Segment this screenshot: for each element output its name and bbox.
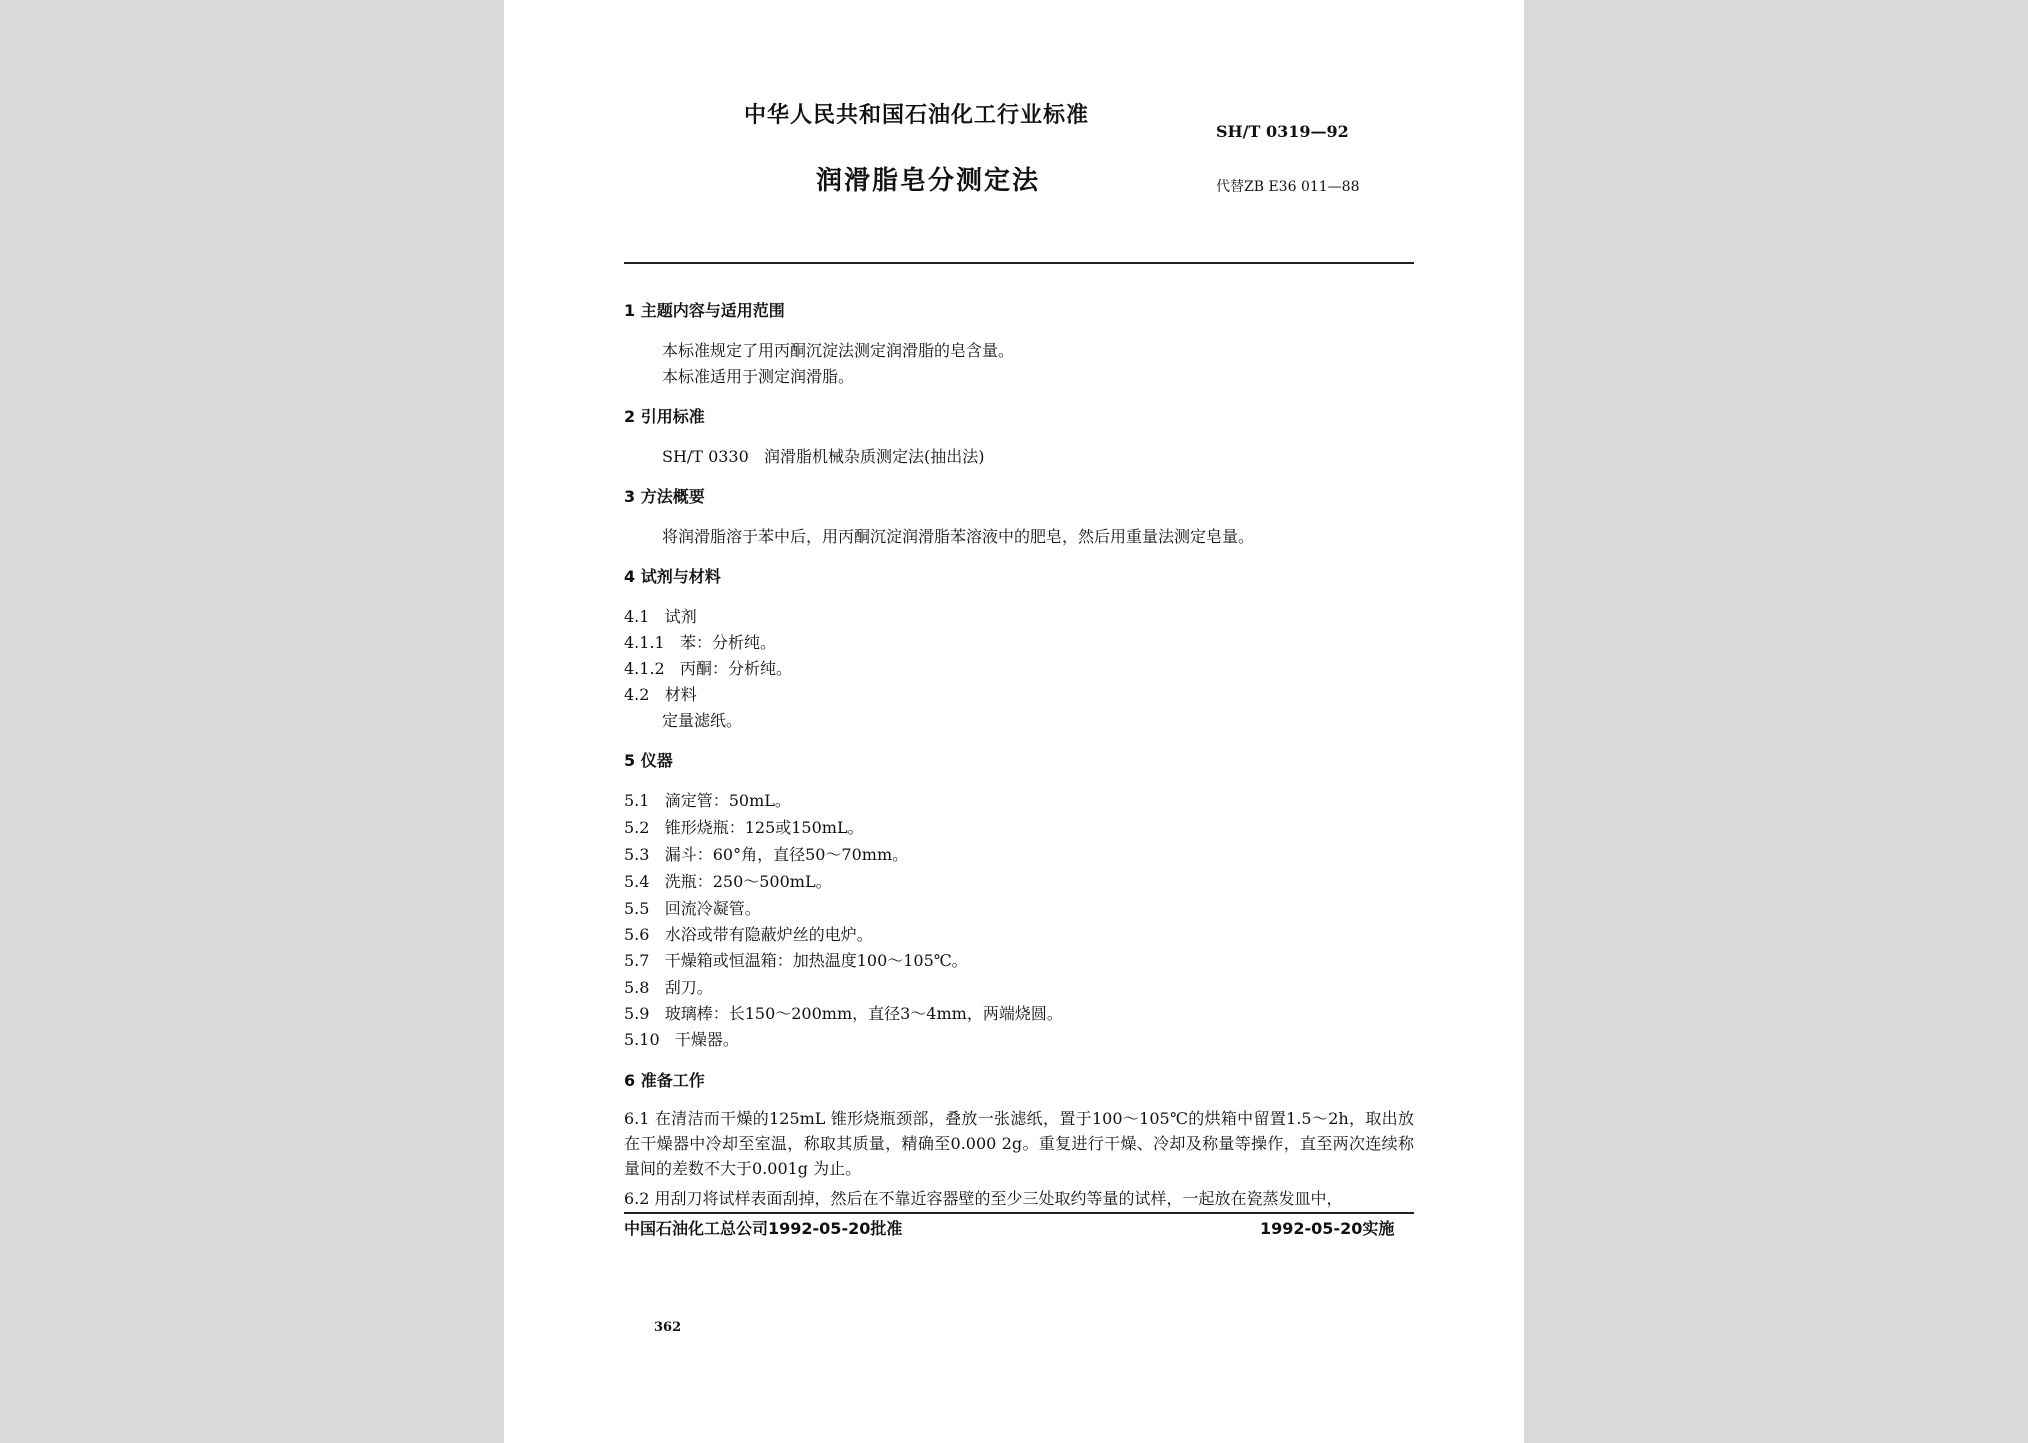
implementation-note: 1992-05-20实施 bbox=[1260, 1219, 1395, 1238]
item-6-1-paragraph: 6.1 在清洁而干燥的125mL 锥形烧瓶颈部，叠放一张滤纸，置于100～105℃的烘箱中留置1.5～2h，取出放在干燥器中冷却至室温，称取其质量，精确至0.000 2g。重复进行干燥、冷却及称量等操作，直至两次连续称量间的差数不大于0.001g 为止。 bbox=[624, 1109, 1414, 1178]
item-5-10: 5.10 干燥器。 bbox=[624, 1030, 739, 1049]
section-1-heading: 1 主题内容与适用范围 bbox=[624, 301, 785, 320]
section-1-paragraph-2: 本标准适用于测定润滑脂。 bbox=[662, 367, 855, 386]
item-6-2-paragraph: 6.2 用刮刀将试样表面刮掉，然后在不靠近容器壁的至少三处取约等量的试样，一起放在瓷蒸发皿中， bbox=[624, 1189, 1343, 1208]
item-5-3: 5.3 漏斗：60°角，直径50～70mm。 bbox=[624, 845, 909, 864]
section-4-heading: 4 试剂与材料 bbox=[624, 567, 721, 586]
approval-note: 中国石油化工总公司1992-05-20批准 bbox=[624, 1219, 903, 1238]
standard-code: SH/T 0319—92 bbox=[1216, 122, 1349, 141]
item-4-1-2: 4.1.2 丙酮：分析纯。 bbox=[624, 659, 792, 678]
item-4-2: 4.2 材料 bbox=[624, 685, 697, 704]
item-5-8: 5.8 刮刀。 bbox=[624, 978, 713, 997]
item-5-7: 5.7 干燥箱或恒温箱：加热温度100～105℃。 bbox=[624, 951, 968, 970]
item-4-2-body: 定量滤纸。 bbox=[662, 711, 743, 730]
section-6-heading: 6 准备工作 bbox=[624, 1071, 705, 1090]
document-page bbox=[504, 0, 1524, 1443]
item-5-6: 5.6 水浴或带有隐蔽炉丝的电炉。 bbox=[624, 925, 873, 944]
section-3-heading: 3 方法概要 bbox=[624, 487, 705, 506]
industry-standard-heading: 中华人民共和国石油化工行业标准 bbox=[744, 103, 1090, 128]
footer-divider bbox=[624, 1212, 1414, 1214]
item-5-1: 5.1 滴定管：50mL。 bbox=[624, 791, 791, 810]
section-5-heading: 5 仪器 bbox=[624, 751, 673, 770]
replaces-standard: 代替ZB E36 011—88 bbox=[1216, 179, 1360, 195]
item-5-2: 5.2 锥形烧瓶：125或150mL。 bbox=[624, 818, 864, 837]
item-4-1: 4.1 试剂 bbox=[624, 607, 697, 626]
section-2-heading: 2 引用标准 bbox=[624, 407, 705, 426]
header-divider bbox=[624, 262, 1414, 264]
document-title: 润滑脂皂分测定法 bbox=[816, 166, 1041, 196]
page-number: 362 bbox=[654, 1320, 682, 1335]
section-1-paragraph-1: 本标准规定了用丙酮沉淀法测定润滑脂的皂含量。 bbox=[662, 341, 1015, 360]
item-5-4: 5.4 洗瓶：250～500mL。 bbox=[624, 872, 832, 891]
item-5-5: 5.5 回流冷凝管。 bbox=[624, 899, 761, 918]
item-5-9: 5.9 玻璃棒：长150～200mm，直径3～4mm，两端烧圆。 bbox=[624, 1004, 1063, 1023]
item-4-1-1: 4.1.1 苯：分析纯。 bbox=[624, 633, 776, 652]
section-3-paragraph: 将润滑脂溶于苯中后，用丙酮沉淀润滑脂苯溶液中的肥皂，然后用重量法测定皂量。 bbox=[662, 527, 1255, 546]
section-2-reference: SH/T 0330 润滑脂机械杂质测定法(抽出法) bbox=[662, 447, 985, 466]
